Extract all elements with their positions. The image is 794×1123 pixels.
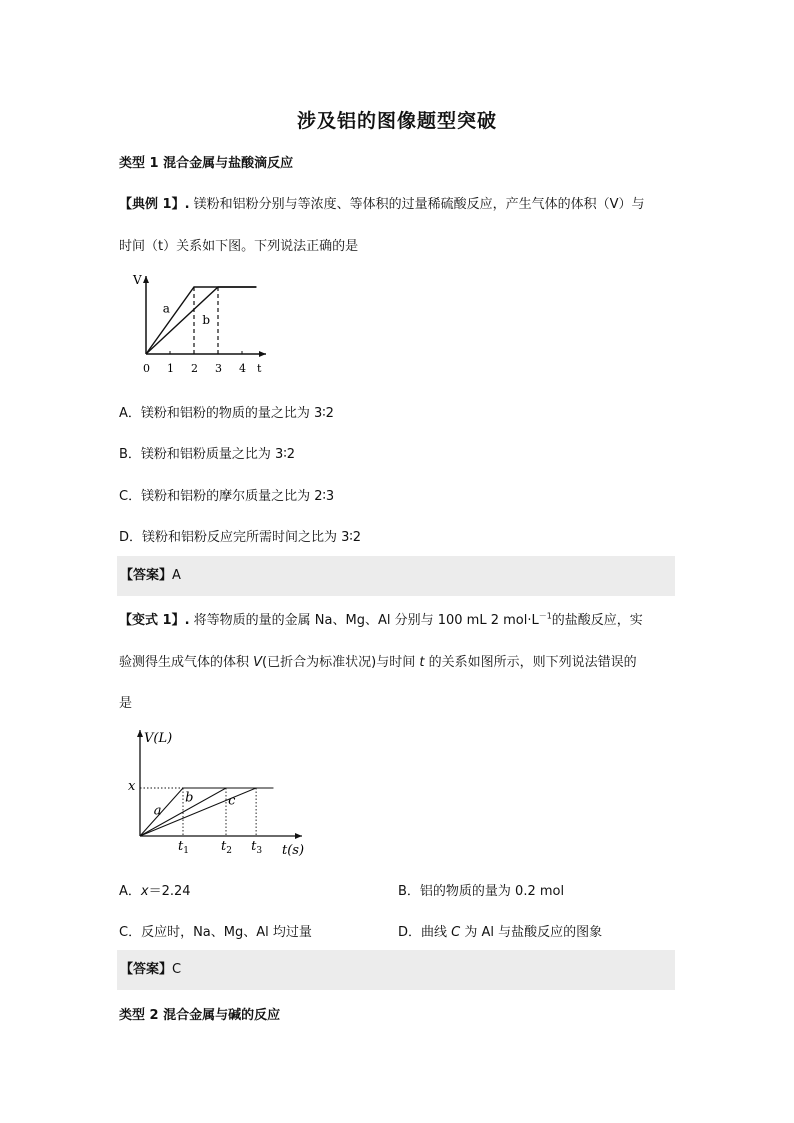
variant1-line2 [119,651,637,670]
example1-option-a: A．镁粉和铝粉的物质的量之比为 3∶2 [119,406,334,421]
x-tick-label: 3 [215,362,222,375]
series-label-c: c [228,793,236,809]
variant1-option-a [119,880,191,899]
variant1-text-1b: 的盐酸反应，实 [551,613,643,628]
example1-tag: 【典例 1】. [119,197,190,212]
variant1-line3: 是 [119,696,133,711]
variant1-var-v: V [253,655,263,670]
example1-line1 [119,193,645,212]
example1-answer [117,556,675,596]
variant1-tag: 【变式 1】. [119,613,190,628]
example1-line2: 时间（t）关系如下图。下列说法正确的是 [119,239,359,254]
variant1-superscript: －1 [538,611,552,621]
series-label-a: a [153,803,162,819]
page-title: 涉及铝的图像题型突破 [296,110,497,132]
example1-option-b: B．镁粉和铝粉质量之比为 3∶2 [119,447,295,462]
section-heading-2: 类型 2 混合金属与碱的反应 [119,1008,281,1023]
option-d-prefix: D．曲线 [398,925,452,940]
option-a-var: x [140,884,149,899]
x-tick-label: $t_3$ [251,839,263,856]
example1-text-1: 镁粉和铝粉分别与等浓度、等体积的过量稀硫酸反应，产生气体的体积（V）与 [189,197,645,212]
answer-value: C [172,962,182,977]
series-label-a: a [162,301,170,316]
example1-option-d: D．镁粉和铝粉反应完所需时间之比为 3∶2 [119,530,362,545]
series-line-a [146,287,256,354]
option-d-text: 为 Al 与盐酸反应的图象 [460,925,603,940]
variant1-var-t: t [419,655,425,670]
variant1-option-c: C．反应时，Na、Mg、Al 均过量 [119,925,312,940]
x-tick-label: $t_2$ [221,839,232,856]
variant1-text-2b: (已折合为标准状况)与时间 [262,655,420,670]
y-axis-label: V(L) [144,731,173,746]
example1-option-c: C．镁粉和铝粉的摩尔质量之比为 2∶3 [119,489,335,504]
example1-chart [128,266,278,378]
option-a-text: ＝2.24 [148,884,191,899]
x-tick-label: $t_1$ [178,839,189,856]
variant1-option-d [398,921,602,940]
y-tick-x: x [128,779,136,794]
x-tick-label: 1 [167,362,174,375]
x-tick-label: 2 [191,362,198,375]
x-tick-label: 4 [239,362,246,375]
variant1-option-b: B．铝的物质的量为 0.2 mol [398,884,565,899]
section-heading-1: 类型 1 混合金属与盐酸滴反应 [119,156,294,171]
series-line-b [146,287,256,354]
x-axis-label: t [257,362,262,375]
variant1-answer [117,950,675,990]
option-d-var: C [451,925,461,940]
y-axis-label: V [133,273,142,287]
series-label-b: b [202,312,211,327]
option-a-prefix: A． [119,884,141,899]
series-label-b: b [185,790,194,806]
variant1-line1 [119,609,643,628]
answer-value: A [172,568,181,583]
x-axis-label: t(s) [282,843,305,858]
answer-label: 【答案】 [120,962,173,977]
variant1-text-2a: 验测得生成气体的体积 [119,655,254,670]
variant1-chart [122,724,312,858]
x-tick-label: 0 [143,362,150,375]
answer-label: 【答案】 [120,568,173,583]
variant1-text-2c: 的关系如图所示，则下列说法错误的 [424,655,637,670]
variant1-text-1a: 将等物质的量的金属 Na、Mg、Al 分别与 100 mL 2 mol·L [189,613,539,628]
